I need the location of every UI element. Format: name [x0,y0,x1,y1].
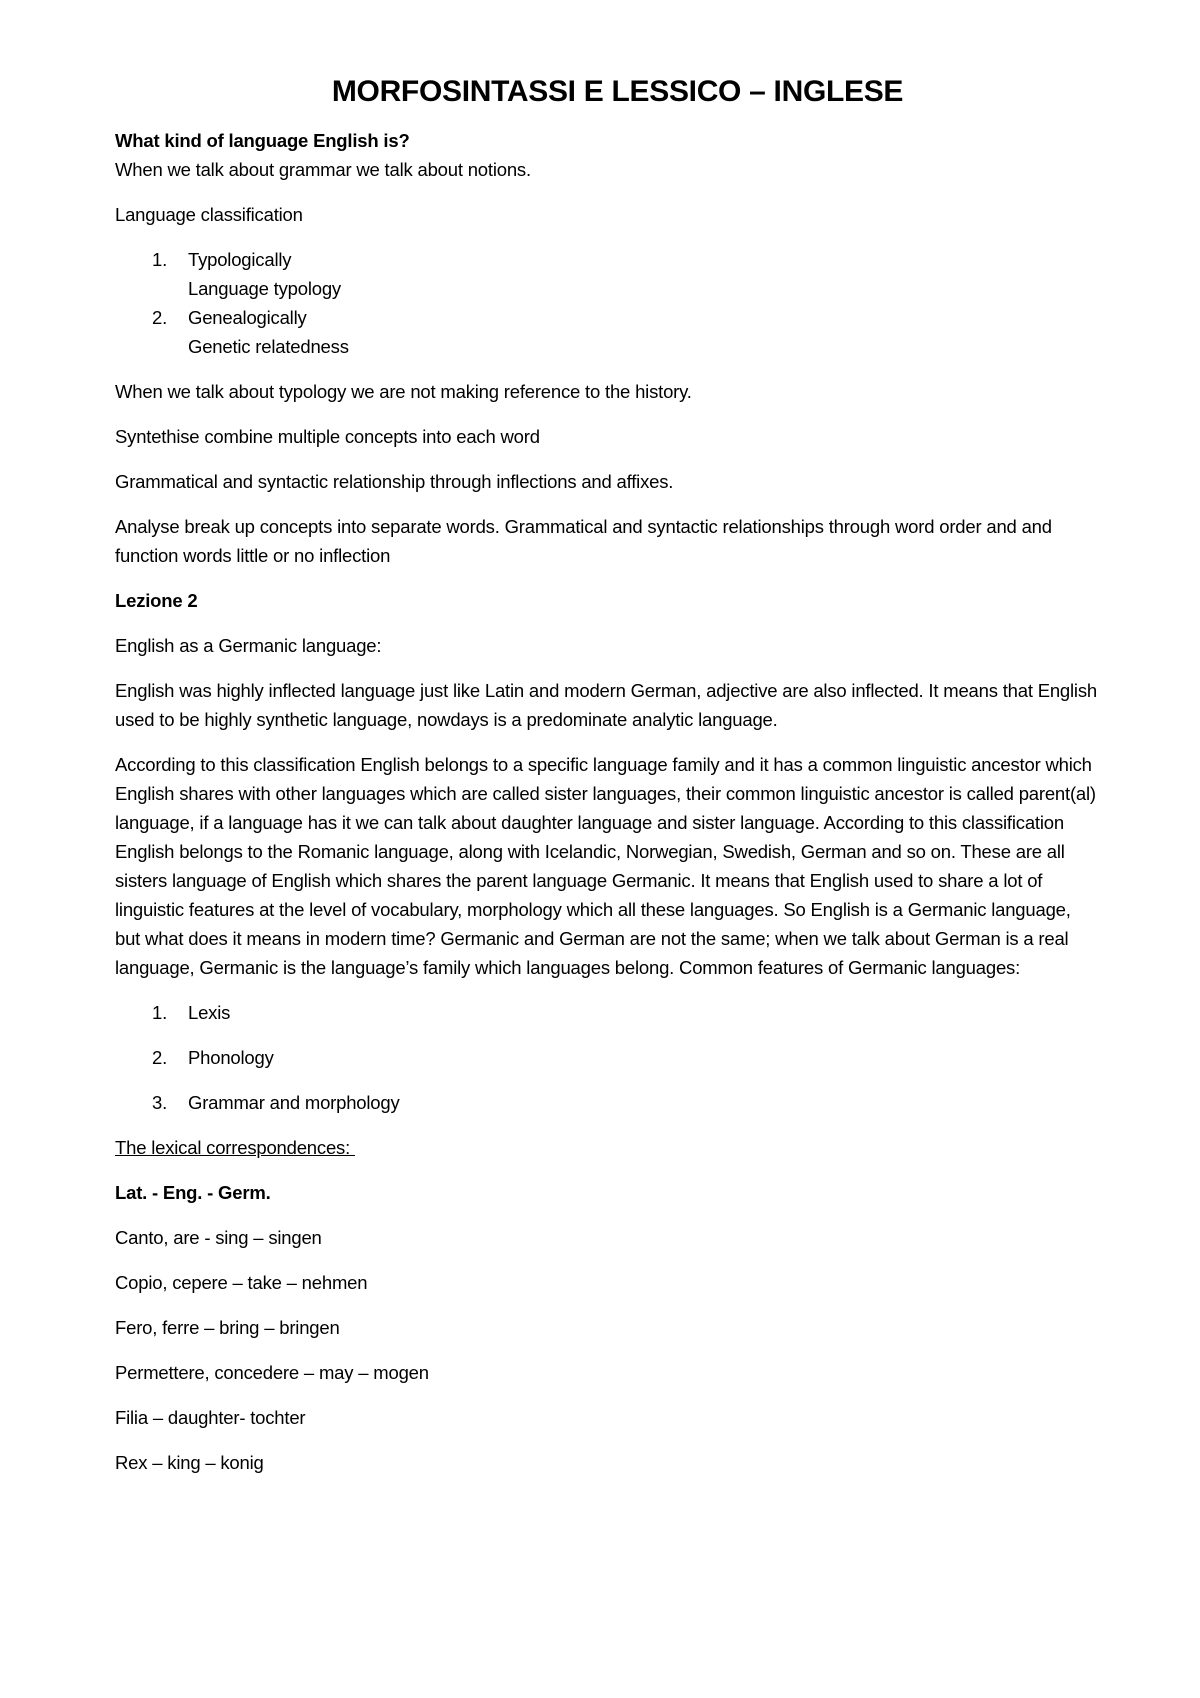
list-item [115,998,1100,1027]
list-number: 2. [152,307,168,328]
paragraph-notions: When we talk about grammar we talk about notions. [115,159,531,180]
correspondence-row: Canto, are - sing – singen [115,1227,322,1248]
lesson-heading: Lezione 2 [115,590,198,611]
list-number: 2. [152,1047,168,1068]
correspondence-header: Lat. - Eng. - Germ. [115,1182,271,1203]
list-item-label: Typologically [188,249,292,270]
paragraph-synthetise: Syntethise combine multiple concepts into each word [115,426,540,447]
document-body [115,72,1100,1477]
paragraph-inflected: English was highly inflected language just like Latin and modern German, adjective are also inflected. It means that English used to be highly synthetic language, nowdays is a predominate analytic language. [115,680,1097,730]
list-item [115,245,1100,303]
paragraph-classification: According to this classification English belongs to a specific language family and it has a common linguistic ancestor which English shares with other languages which are called sister languages, their common linguistic ancestor is called parent(al) language, if a language has it we can talk about daughter language and sister language. According to this classification English belongs to the Romanic language, along with Icelandic, Norwegian, Swedish, German and so on. These are all sisters language of English which shares the parent language Germanic. It means that English used to share a lot of linguistic features at the level of vocabulary, morphology which all these languages. So English is a Germanic language, but what does it means in modern time? Germanic and German are not the same; when we talk about German is a real language, Germanic is the language’s family which languages belong. Common features of Germanic languages: [115,754,1096,978]
list-item-label: Phonology [188,1047,274,1068]
list-number: 1. [152,249,168,270]
list-item-sub: Genetic relatedness [188,336,349,357]
list-item [115,1088,1100,1117]
lexical-heading: The lexical correspondences: [115,1137,355,1158]
list-item-label: Lexis [188,1002,231,1023]
list-item [115,1043,1100,1072]
list-item-label: Grammar and morphology [188,1092,400,1113]
question-heading: What kind of language English is? [115,130,410,151]
classification-label: Language classification [115,204,303,225]
list-item-sub: Language typology [188,278,341,299]
paragraph-typology: When we talk about typology we are not making reference to the history. [115,381,692,402]
paragraph-analyse: Analyse break up concepts into separate words. Grammatical and syntactic relationships through word order and and function words little or no inflection [115,516,1052,566]
list-item [115,303,1100,361]
list-item-label: Genealogically [188,307,307,328]
correspondence-row: Filia – daughter- tochter [115,1407,306,1428]
features-list [115,998,1100,1117]
list-number: 1. [152,1002,168,1023]
correspondence-row: Copio, cepere – take – nehmen [115,1272,368,1293]
correspondence-row: Permettere, concedere – may – mogen [115,1362,429,1383]
classification-list [115,245,1100,361]
correspondence-row: Rex – king – konig [115,1452,264,1473]
correspondence-row: Fero, ferre – bring – bringen [115,1317,340,1338]
document-title: MORFOSINTASSI E LESSICO – INGLESE [331,75,904,108]
paragraph-grammatical: Grammatical and syntactic relationship through inflections and affixes. [115,471,674,492]
list-number: 3. [152,1092,168,1113]
paragraph-germanic: English as a Germanic language: [115,635,382,656]
